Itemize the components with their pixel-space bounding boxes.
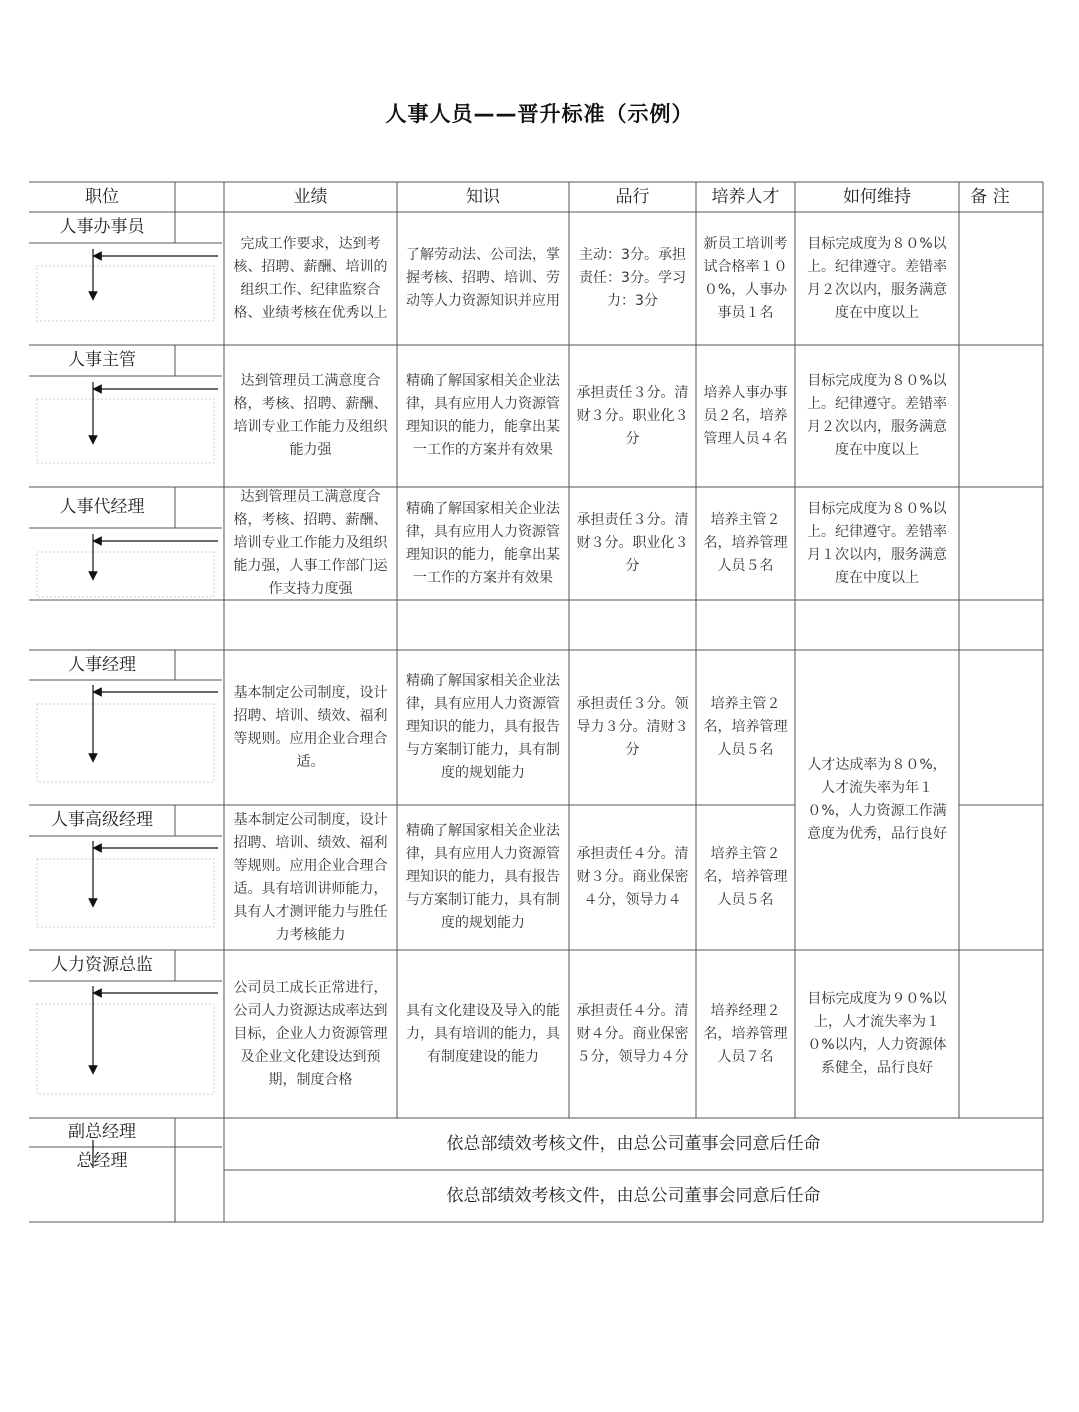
training-cell: 新员工培训考试合格率１００%，人事办事员１名 (703, 235, 788, 321)
training-cell: 培养人事办事员２名，培养管理人员４名 (703, 384, 788, 447)
header-position: 职位 (85, 186, 119, 207)
maintain-cell-merged: 人才达成率为８０%，人才流失率为年１０%，人力资源工作满意度为优秀，品行良好 (807, 757, 947, 842)
header-performance: 业绩 (293, 186, 328, 207)
knowledge-cell: 精确了解国家相关企业法律，具有应用人力资源管理知识的能力，具有报告与方案制订能力，具有制度的规划能力 (406, 673, 560, 781)
conduct-cell: 承担责任４分。清财３分。商业保密４分，领导力４ (576, 846, 689, 908)
arrow-mark-6 (93, 986, 218, 1070)
conduct-cell: 承担责任３分。清财３分。职业化３分 (576, 512, 689, 574)
performance-cell: 公司员工成长正常进行，公司人力资源达成率达到目标，企业人力资源管理及企业文化建设达到预期，制度合格 (233, 979, 388, 1088)
performance-cell: 基本制定公司制度，设计招聘、培训、绩效、福利等规则。应用企业合理合适。具有培训讲师能力，具有人才测评能力与胜任力考核能力 (233, 811, 388, 943)
arrow-mark-1 (93, 249, 218, 296)
training-cell: 培养主管２名，培养管理人员５名 (703, 846, 788, 908)
position-label: 人力资源总监 (51, 955, 153, 975)
training-cell: 培养主管２名，培养管理人员５名 (703, 512, 788, 574)
gm-appointment-text: 依总部绩效考核文件，由总公司董事会同意后任命 (446, 1133, 821, 1154)
training-cell: 培养经理２名，培养管理人员７名 (703, 1002, 788, 1065)
conduct-cell: 承担责任３分。清财３分。职业化３分 (576, 384, 689, 447)
knowledge-cell: 了解劳动法、公司法，掌握考核、招聘、培训、劳动等人力资源知识并应用 (406, 247, 560, 309)
position-label: 人事办事员 (59, 217, 145, 237)
maintain-cell: 目标完成度为８０%以上。纪律遵守。差错率月２次以内，服务满意度在中度以上 (807, 373, 947, 458)
arrow-mark-4 (93, 685, 218, 758)
header-knowledge: 知识 (466, 186, 500, 207)
page-title: 人事人员——晋升标准（示例） (385, 102, 694, 126)
performance-cell: 达到管理员工满意度合格，考核、招聘、薪酬、培训专业工作能力及组织能力强 (233, 373, 388, 458)
conduct-cell: 主动：3分。承担责任：3分。学习力：3分 (579, 247, 686, 309)
gm-appointment-text: 依总部绩效考核文件，由总公司董事会同意后任命 (446, 1185, 821, 1206)
conduct-cell: 承担责任３分。领导力３分。清财３分 (576, 696, 689, 758)
performance-cell: 达到管理员工满意度合格，考核、招聘、薪酬、培训专业工作能力及组织能力强，人事工作部门运作支持力度强 (233, 489, 388, 597)
knowledge-cell: 精确了解国家相关企业法律，具有应用人力资源管理知识的能力，能拿出某一工作的方案并有效果 (406, 373, 560, 458)
header-conduct: 品行 (615, 186, 650, 207)
position-label: 人事主管 (68, 350, 136, 370)
header-remarks: 备 注 (970, 186, 1010, 207)
performance-cell: 完成工作要求，达到考核、招聘、薪酬、培训的组织工作、纪律监察合格、业绩考核在优秀以上 (233, 235, 388, 321)
knowledge-cell: 精确了解国家相关企业法律，具有应用人力资源管理知识的能力，能拿出某一工作的方案并有效果 (406, 500, 560, 586)
performance-cell: 基本制定公司制度，设计招聘、培训、绩效、福利等规则。应用企业合理合适。 (233, 684, 388, 770)
position-label-deputy-gm: 副总经理 (68, 1122, 136, 1142)
training-cell: 培养主管２名，培养管理人员５名 (703, 696, 788, 758)
arrow-mark-2 (93, 382, 218, 440)
position-label-gm: 总经理 (76, 1150, 128, 1171)
maintain-cell: 目标完成度为９０%以上，人才流失率为１０%以内，人力资源体系健全，品行良好 (807, 991, 947, 1076)
arrow-mark-3 (93, 534, 218, 576)
knowledge-cell: 具有文化建设及导入的能力，具有培训的能力，具有制度建设的能力 (406, 1002, 560, 1065)
position-label: 人事高级经理 (51, 810, 153, 830)
maintain-cell: 目标完成度为８０%以上。纪律遵守。差错率月２次以内，服务满意度在中度以上 (807, 235, 947, 321)
header-training: 培养人才 (711, 186, 780, 207)
position-label: 人事代经理 (59, 497, 145, 517)
arrow-mark-5 (93, 841, 218, 903)
knowledge-cell: 精确了解国家相关企业法律，具有应用人力资源管理知识的能力，具有报告与方案制订能力，具有制度的规划能力 (406, 823, 560, 931)
maintain-cell: 目标完成度为８０%以上。纪律遵守。差错率月１次以内，服务满意度在中度以上 (807, 500, 947, 586)
conduct-cell: 承担责任４分。清财４分。商业保密５分，领导力４分 (576, 1002, 689, 1065)
header-maintain: 如何维持 (843, 186, 911, 207)
position-label: 人事经理 (68, 654, 136, 675)
